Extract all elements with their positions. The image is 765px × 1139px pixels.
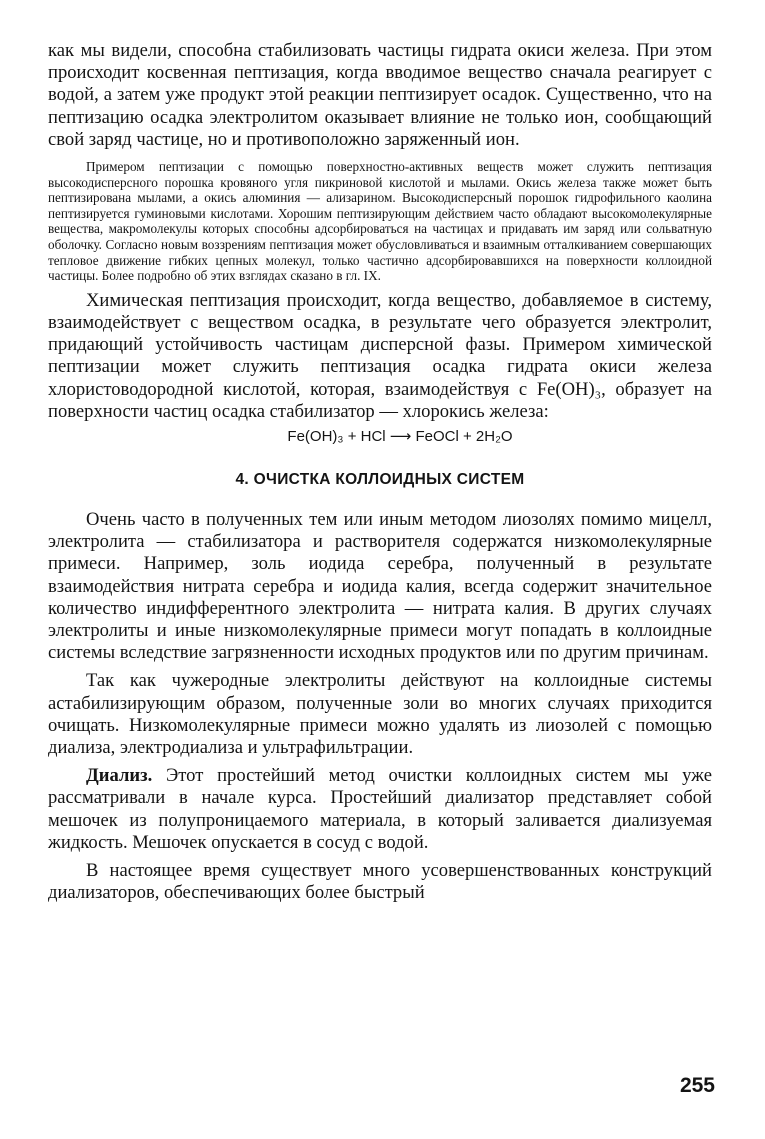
section-heading: 4. ОЧИСТКА КОЛЛОИДНЫХ СИСТЕМ	[235, 470, 525, 488]
paragraph-chemical-peptization: Химическая пептизация происходит, когда вещество, добавляемое в систему, взаимодействует с веществом осадка, в результате чего образуется электролит, придающий устойчивость частицам дисперсной фазы. Примером химической пептизации может служить пептизация осадка гидрата окиси железа хлористоводородной кислотой, которая, взаимодействуя с Fe(OH)₃, образует на поверхности частиц осадка стабилизатор — хлорокись железа:	[48, 289, 712, 422]
chemical-equation: Fe(OH)₃ + HCl ⟶ FeOCl + 2H₂O	[287, 427, 513, 445]
dialysis-term: Диализ.	[86, 765, 153, 787]
dialysis-text: Этот простейший метод очистки коллоидных систем мы уже рассматривали в начале курса. Простейший диализатор представляет собой мешочек из полупроницаемого материала, в который заливается диализуемая жидкость. Мешочек опускается в сосуд с водой.	[48, 765, 712, 853]
paragraph-purification-methods: Так как чужеродные электролиты действуют на коллоидные системы астабилизирующим образом, полученные золи во многих случаях приходится очищать. Низкомолекулярные примеси можно удалять из лиозолей с помощью диализа, электродиализа и ультрафильтрации.	[48, 670, 712, 759]
page-body	[48, 40, 712, 904]
small-print-note: Примером пептизации с помощью поверхностно-активных веществ может служить пептизация высокодисперсного порошка кровяного угля пикриновой кислотой и мылами. Окись железа также может быть пептизирована мылами, а окись алюминия — ализарином. Высокодисперсный порошок гидрофильного каолина пептизируется гуминовыми кислотами. Хорошим пептизирующим действием часто обладают высокомолекулярные вещества, макромолекулы которых способны адсорбироваться на частицах и придавать им заряд или сольватную оболочку. Согласно новым воззрениям пептизация может обусловливаться и взаимным отталкиванием совершающих тепловое движение гибких цепных молекул, только частично адсорбировавшихся на поверхности коллоидной частицы. Более подробно об этих взглядах сказано в гл. IX.	[48, 159, 712, 284]
paragraph-lyosol-impurities: Очень часто в полученных тем или иным методом лиозолях помимо мицелл, электролита — стабилизатора и растворителя содержатся низкомолекулярные примеси. Например, золь иодида серебра, полученный в результате взаимодействия нитрата серебра и иодида калия, всегда содержит значительное количество индифферентного электролита — нитрата калия. В других случаях электролиты и иные низкомолекулярные примеси могут попадать в коллоидные системы вследствие загрязненности исходных продуктов или по другим причинам.	[48, 508, 712, 664]
paragraph-peptization-intro: как мы видели, способна стабилизовать частицы гидрата окиси железа. При этом происходит косвенная пептизация, когда вводимое вещество сначала реагирует с водой, а затем уже продукт этой реакции пептизирует осадок. Существенно, что на пептизацию осадка электролитом оказывает влияние не только ион, сообщающий свой заряд частице, но и противоположно заряженный ион.	[48, 40, 712, 150]
paragraph-dialyzer-designs: В настоящее время существует много усовершенствованных конструкций диализаторов, обеспечивающих более быстрый	[48, 860, 712, 904]
page-number: 255	[679, 1074, 715, 1097]
paragraph-dialysis	[48, 765, 712, 854]
